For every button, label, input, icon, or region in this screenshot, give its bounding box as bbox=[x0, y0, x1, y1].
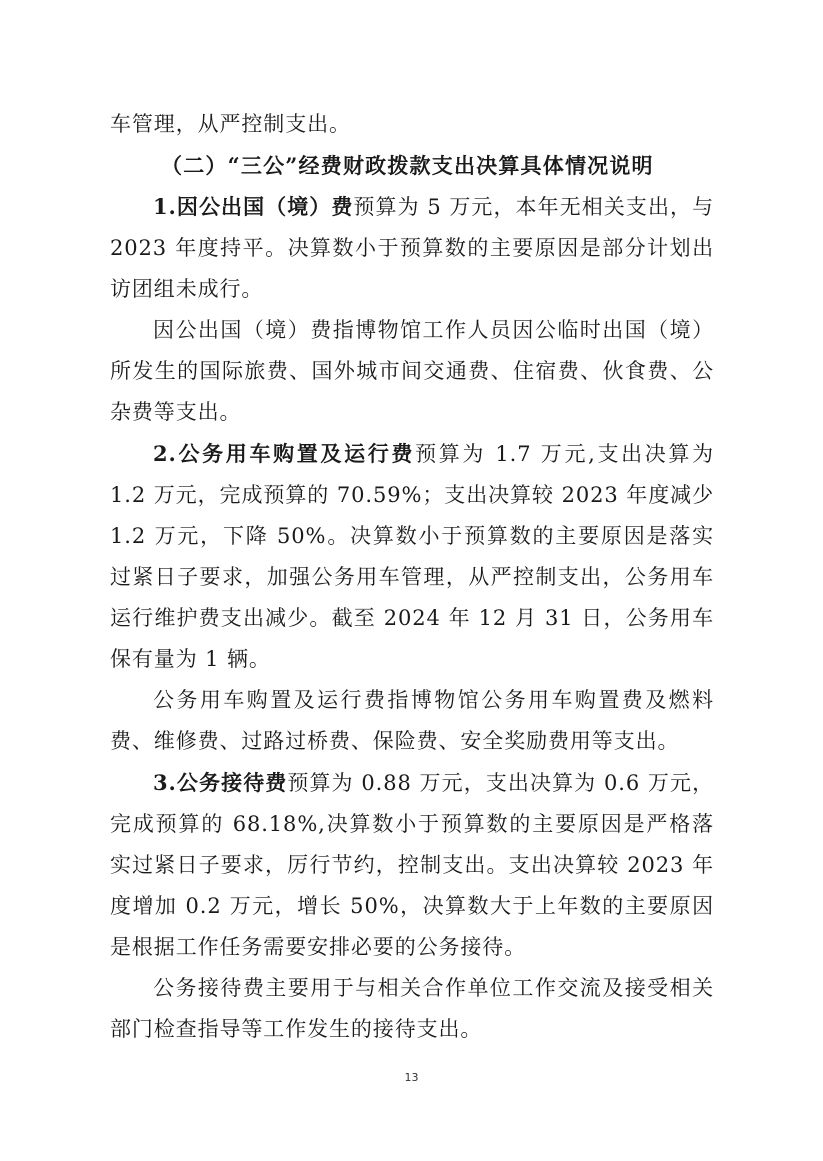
paragraph-text: 预算为 0.88 万元，支出决算为 0.6 万元，完成预算的 68.18%,决算数小于预算数的主要原因是严格落实过紧日子要求，厉行节约，控制支出。支出决算较 2023 年度增加 0.2 万元，增长 50%，决算数大于上年数的主要原因是根据工作任务需要安排必要的公务接待。 bbox=[110, 771, 714, 959]
paragraph-outbound-travel bbox=[110, 186, 714, 310]
page-number: 13 bbox=[404, 1071, 419, 1084]
paragraph-reception bbox=[110, 762, 714, 968]
paragraph-title: 3.公务接待费 bbox=[153, 770, 288, 795]
paragraph-vehicle-note: 公务用车购置及运行费指博物馆公务用车购置费及燃料费、维修费、过路过桥费、保险费、安全奖励费用等支出。 bbox=[110, 688, 714, 753]
paragraph-text: 预算为 1.7 万元,支出决算为 1.2 万元，完成预算的 70.59%；支出决算较 2023 年度减少 1.2 万元，下降 50%。决算数小于预算数的主要原因是落实过紧日子要求，加强公务用车管理，从严控制支出，公务用车运行维护费支出减少。截至 2024 年 12 月 31 日，公务用车保有量为 1 辆。 bbox=[110, 442, 714, 671]
section-heading: （二）“三公”经费财政拨款支出决算具体情况说明 bbox=[161, 153, 654, 178]
continuation-paragraph: 车管理，从严控制支出。 bbox=[110, 112, 351, 136]
paragraph-title: 2.公务用车购置及运行费 bbox=[153, 441, 416, 466]
paragraph-vehicle bbox=[110, 433, 714, 680]
paragraph-reception-note: 公务接待费主要用于与相关合作单位工作交流及接受相关部门检查指导等工作发生的接待支出。 bbox=[110, 976, 714, 1041]
paragraph-outbound-travel-note: 因公出国（境）费指博物馆工作人员因公临时出国（境）所发生的国际旅费、国外城市间交通费、住宿费、伙食费、公杂费等支出。 bbox=[110, 318, 714, 424]
body-text bbox=[110, 104, 714, 1050]
paragraph-title: 1.因公出国（境）费 bbox=[153, 194, 354, 219]
paragraph-text: 预算为 5 万元，本年无相关支出，与 2023 年度持平。决算数小于预算数的主要原因是部分计划出访团组未成行。 bbox=[110, 195, 714, 301]
